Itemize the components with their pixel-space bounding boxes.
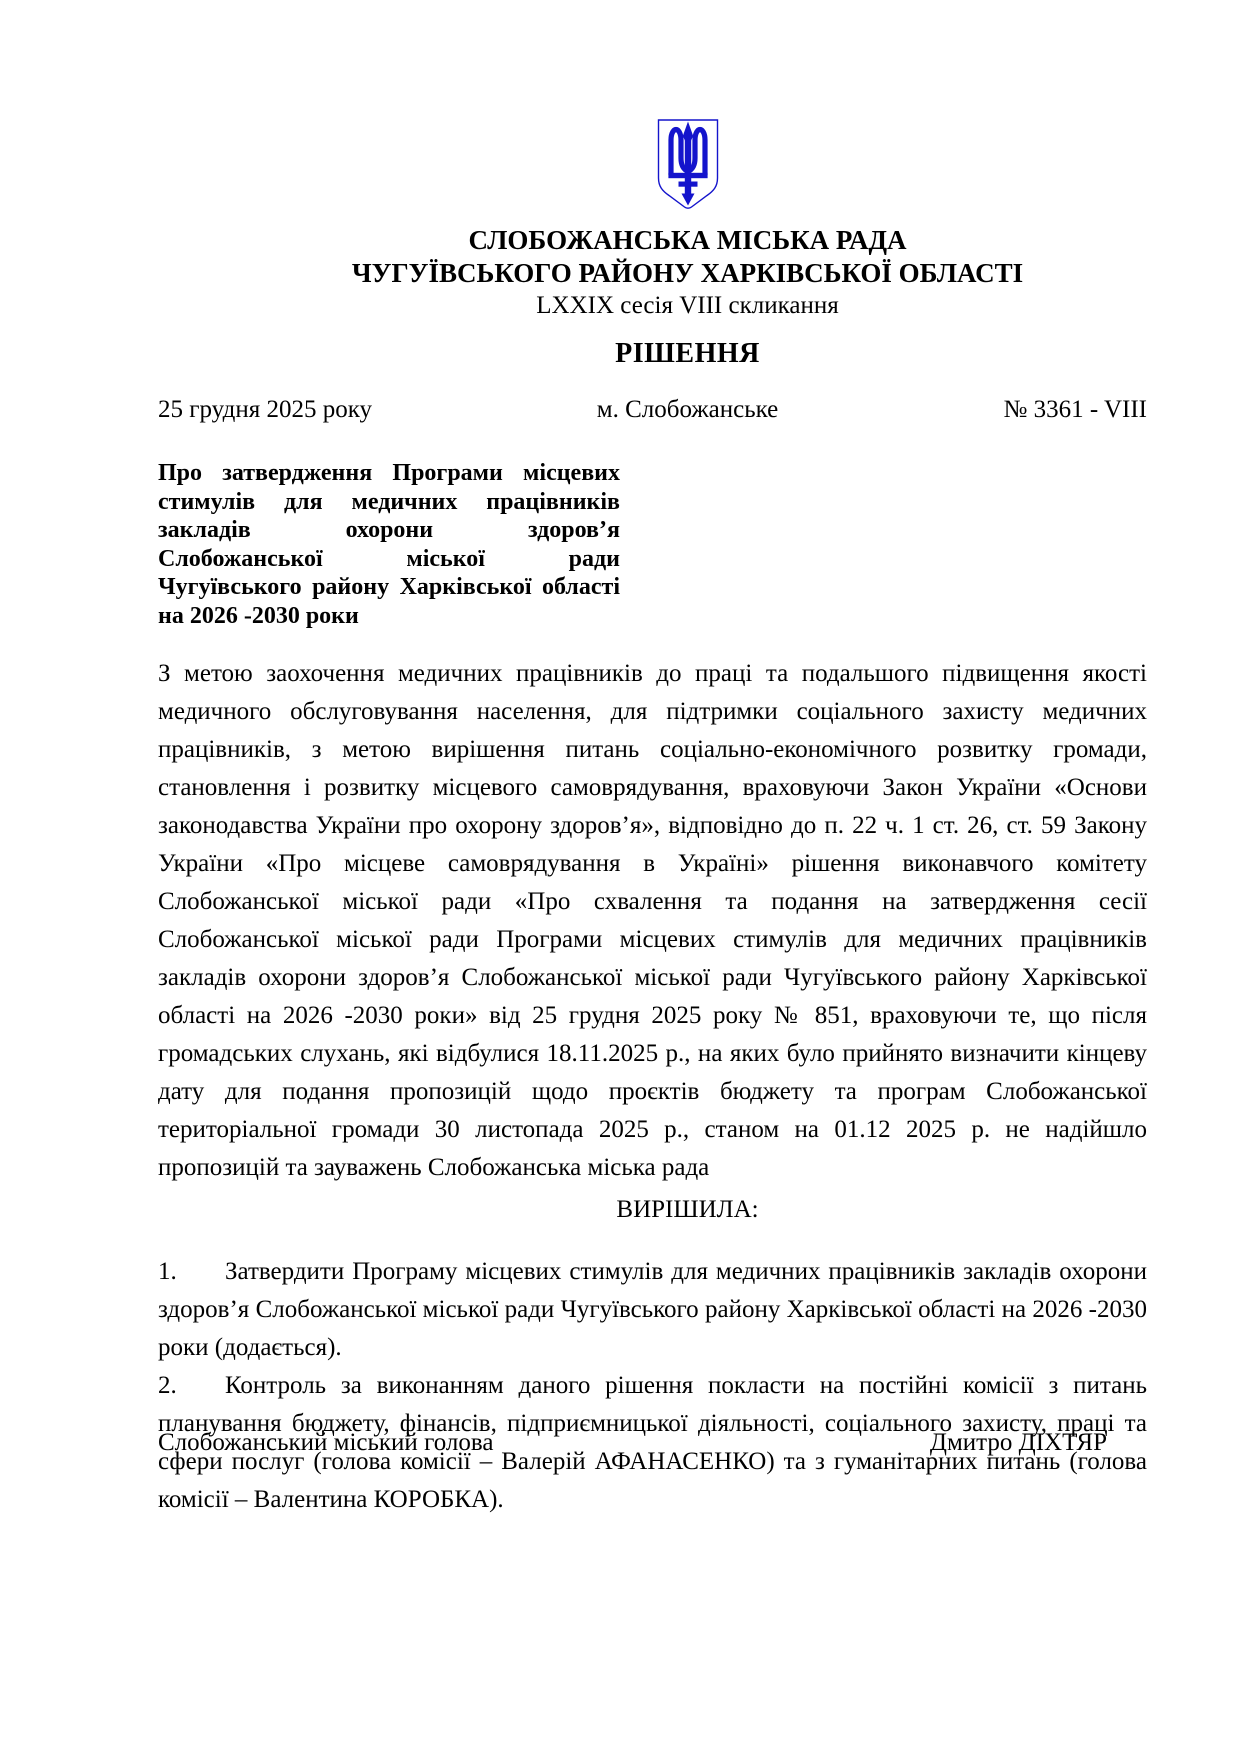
meta-row [158,395,1147,425]
resolution-heading: ВИРІШИЛА: [616,1196,759,1223]
signature-name: Дмитро ДІХТЯР [929,1429,1107,1456]
subject-line: стимулів для медичних працівників [158,488,620,515]
session-line: LXXIX сесія VIII скликання [536,292,839,319]
org-name-line-2: ЧУГУЇВСЬКОГО РАЙОНУ ХАРКІВСЬКОЇ ОБЛАСТІ [351,258,1024,288]
document-type-title: РІШЕННЯ [615,338,760,369]
trident-icon [656,118,720,212]
subject-line: Чугуївського району Харківської області [158,574,620,600]
document-place: м. Слобожанське [596,396,779,423]
item-number: 1. [158,1258,177,1285]
subject-line: Про затвердження Програми місцевих [158,460,620,486]
subject-line: Слобожанської міської ради [158,545,620,572]
document-header [158,118,1147,371]
coat-of-arms [228,118,1147,212]
signature-row [158,1427,1107,1458]
subject-block [158,459,620,630]
item-text: Затвердити Програму місцевих стимулів для медичних працівників закладів охорони здоров’я Слобожанської міської ради Чугуївського району Харківської області на 2026 -2030 роки (додається). [158,1258,1147,1361]
subject-line: на 2026 -2030 роки [158,602,359,629]
subject-line: закладів охорони здоров’я [158,517,620,543]
document-date: 25 грудня 2025 року [158,396,372,423]
resolution-item-1 [158,1253,1147,1367]
org-name-line-1: СЛОБОЖАНСЬКА МІСЬКА РАДА [468,225,907,255]
signature-title: Слобожанський міський голова [158,1429,494,1456]
preamble-paragraph: З метою заохочення медичних працівників до праці та подальшого підвищення якості медичного обслуговування населення, для підтримки соціального захисту медичних працівників, з метою вирішення питань соціально-економічного розвитку громади, становлення і розвитку місцевого самоврядування, враховуючи Закон України «Основи законодавства України про охорону здоров’я», відповідно до п. 22 ч. 1 ст. 26, ст. 59 Закону України «Про місцеве самоврядування в Україні» рішення виконавчого комітету Слобожанської міської ради «Про схвалення та подання на затвердження сесії Слобожанської міської ради Програми місцевих стимулів для медичних працівників закладів охорони здоров’я Слобожанської міської ради Чугуївського району Харківської області на 2026 -2030 роки» від 25 грудня 2025 року № 851, враховуючи те, що після громадських слухань, які відбулися 18.11.2025 р., на яких було прийнято визначити кінцеву дату для подання пропозицій щодо проєктів бюджету та програм Слобожанської територіальної громади 30 листопада 2025 р., станом на 01.12 2025 р. не надійшло пропозицій та зауважень Слобожанська міська рада [158,660,1147,1181]
item-text: Контроль за виконанням даного рішення покласти на постійні комісії з питань планування бюджету, фінансів, підприємницької діяльності, соціального захисту, праці та сфери послуг (голова комісії – Валерій АФАНАСЕНКО) та з гуманітарних питань (голова комісії – Валентина КОРОБКА). [158,1372,1147,1513]
document-number: № 3361 - VIII [1003,396,1147,423]
document-content [158,0,1147,1519]
item-number: 2. [158,1372,177,1399]
